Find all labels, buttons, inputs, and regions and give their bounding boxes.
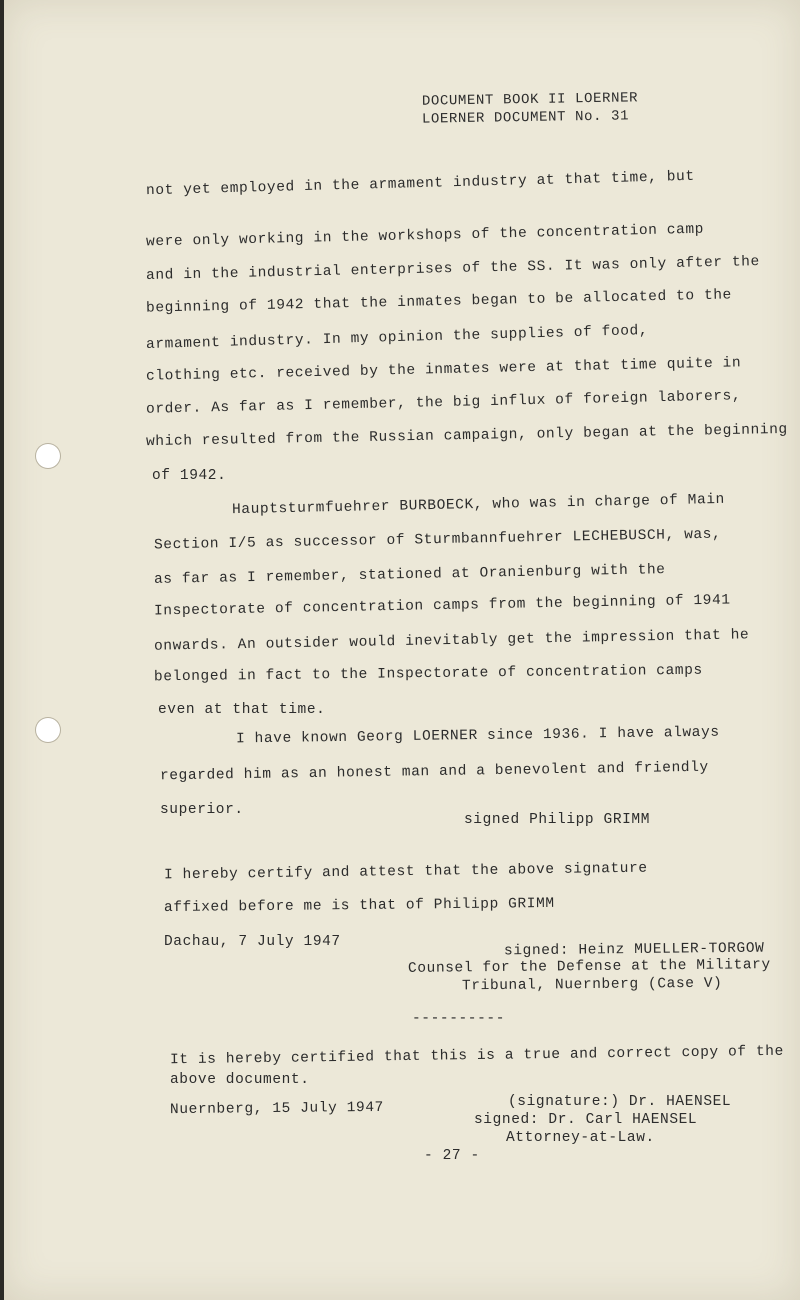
body-line: clothing etc. received by the inmates were at that time quite in [145,355,742,385]
body-line: even at that time. [158,702,326,718]
page-number: - 27 - [424,1148,480,1164]
body-line: were only working in the workshops of the concentration camp [145,221,705,251]
body-line: regarded him as an honest man and a benevolent and friendly [159,759,709,785]
document-page [4,0,800,1300]
body-line: onwards. An outsider would inevitably get the impression that he [153,627,750,655]
body-line: Section I/5 as successor of Sturmbannfuehrer LECHEBUSCH, was, [153,526,722,554]
certification-role1: Counsel for the Defense at the Military [407,957,771,977]
body-line: superior. [160,802,244,818]
certification-role2: Tribunal, Nuernberg (Case V) [461,975,723,995]
punch-hole [36,444,60,468]
body-line: I have known Georg LOERNER since 1936. I have always [235,724,720,748]
certification-signed: signed: Heinz MUELLER-TORGOW [503,940,765,960]
body-line: beginning of 1942 that the inmates began to be allocated to the [145,287,733,317]
separator: ---------- [412,1011,506,1027]
punch-hole [36,718,60,742]
body-line: and in the industrial enterprises of the SS. It was only after the [145,254,761,284]
body-line: Inspectorate of concentration camps from the beginning of 1941 [153,592,731,620]
doc-header-line1: DOCUMENT BOOK II LOERNER [421,90,639,110]
body-line: of 1942. [152,468,227,484]
certification-line2: affixed before me is that of Philipp GRIMM [163,895,555,917]
copy-cert-line1: It is hereby certified that this is a true and correct copy of the [169,1043,784,1069]
body-line: as far as I remember, stationed at Oranienburg with the [153,562,666,588]
certification-place-date: Dachau, 7 July 1947 [164,934,341,950]
copy-cert-sig3: Attorney-at-Law. [506,1130,655,1146]
body-line: Hauptsturmfuehrer BURBOECK, who was in charge of Main [231,491,726,519]
copy-cert-sig1: (signature:) Dr. HAENSEL [508,1094,732,1110]
signature-grimm: signed Philipp GRIMM [464,812,651,828]
body-line: not yet employed in the armament industry at that time, but [145,168,695,200]
doc-header-line2: LOERNER DOCUMENT No. 31 [421,108,630,128]
certification-line1: I hereby certify and attest that the above signature [163,860,648,884]
copy-cert-place-date: Nuernberg, 15 July 1947 [169,1099,385,1119]
body-line: belonged in fact to the Inspectorate of concentration camps [153,662,703,686]
body-line: armament industry. In my opinion the supplies of food, [145,322,649,354]
body-line: which resulted from the Russian campaign, only began at the beginning [145,421,788,451]
body-line: order. As far as I remember, the big influx of foreign laborers, [145,388,742,418]
copy-cert-line2: above document. [170,1072,310,1088]
copy-cert-sig2: signed: Dr. Carl HAENSEL [474,1112,698,1128]
